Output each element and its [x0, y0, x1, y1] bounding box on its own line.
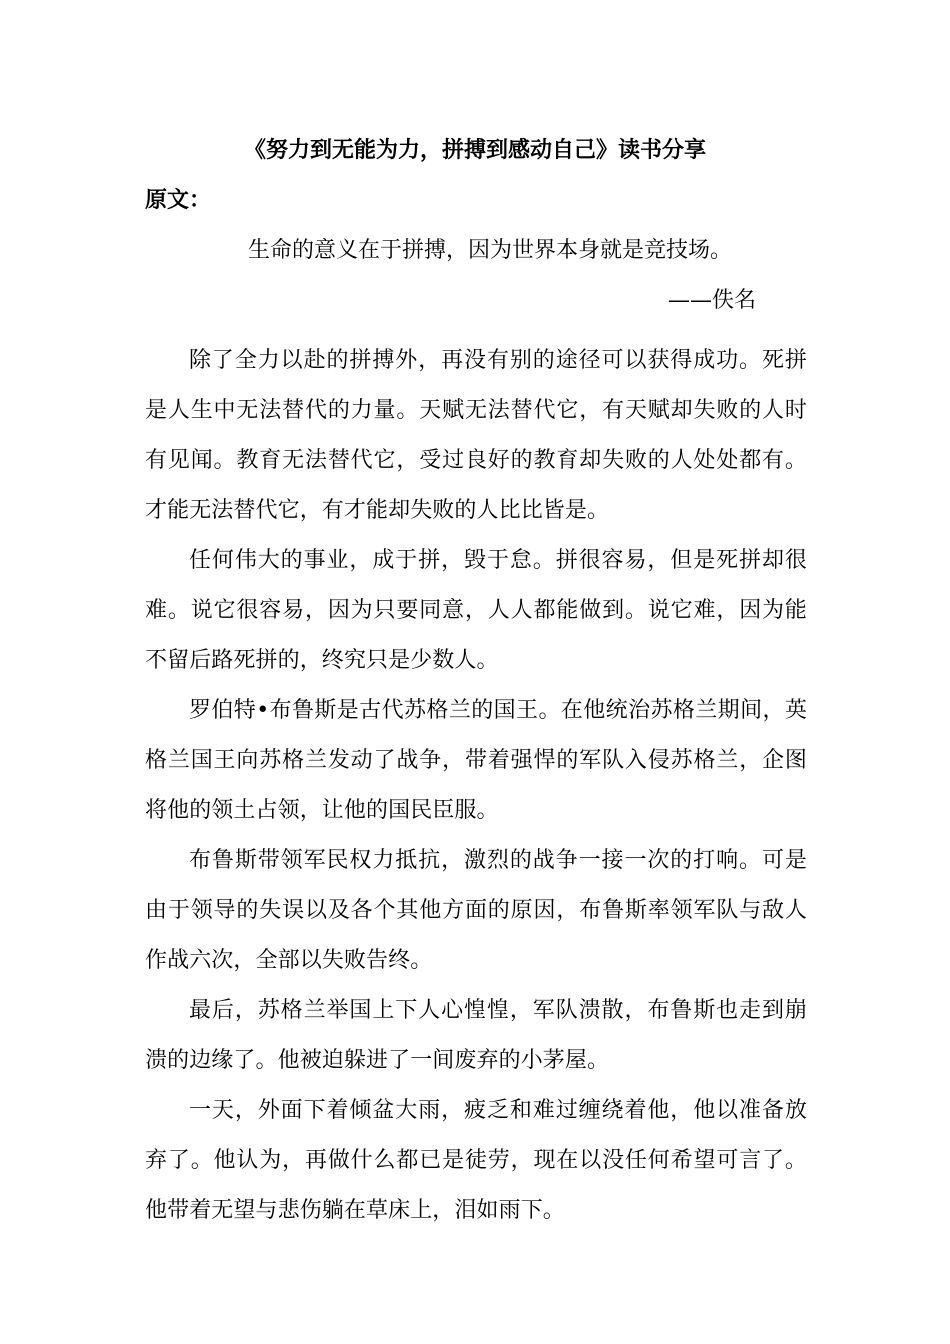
paragraph: 除了全力以赴的拼搏外，再没有别的途径可以获得成功。死拼是人生中无法替代的力量。天赋无法替代它，有天赋却失败的人时有见闻。教育无法替代它，受过良好的教育却失败的人处处都有。才能无法替代它，有才能却失败的人比比皆是。 [145, 348, 807, 523]
epigraph-attribution: ——佚名 [668, 288, 757, 313]
paragraph: 罗伯特•布鲁斯是古代苏格兰的国王。在他统治苏格兰期间，英格兰国王向苏格兰发动了战争，带着强悍的军队入侵苏格兰，企图将他的领土占领，让他的国民臣服。 [145, 698, 807, 823]
body-text [145, 336, 807, 1236]
document-title: 《努力到无能为力，拼搏到感动自己》读书分享 [243, 138, 706, 163]
paragraph: 任何伟大的事业，成于拼，毁于怠。拼很容易，但是死拼却很难。说它很容易，因为只要同意，人人都能做到。说它难，因为能不留后路死拼的，终究只是少数人。 [145, 548, 807, 673]
paragraph: 布鲁斯带领军民权力抵抗，激烈的战争一接一次的打响。可是由于领导的失误以及各个其他方面的原因，布鲁斯率领军队与敌人作战六次，全部以失败告终。 [145, 848, 807, 973]
paragraph: 最后，苏格兰举国上下人心惶惶，军队溃散，布鲁斯也走到崩溃的边缘了。他被迫躲进了一间废弃的小茅屋。 [145, 998, 807, 1073]
section-label: 原文： [145, 188, 212, 213]
epigraph-quote: 生命的意义在于拼搏，因为世界本身就是竞技场。 [248, 238, 733, 263]
paragraph: 一天，外面下着倾盆大雨，疲乏和难过缠绕着他，他以准备放弃了。他认为，再做什么都已是徒劳，现在以没任何希望可言了。他带着无望与悲伤躺在草床上，泪如雨下。 [145, 1098, 807, 1223]
